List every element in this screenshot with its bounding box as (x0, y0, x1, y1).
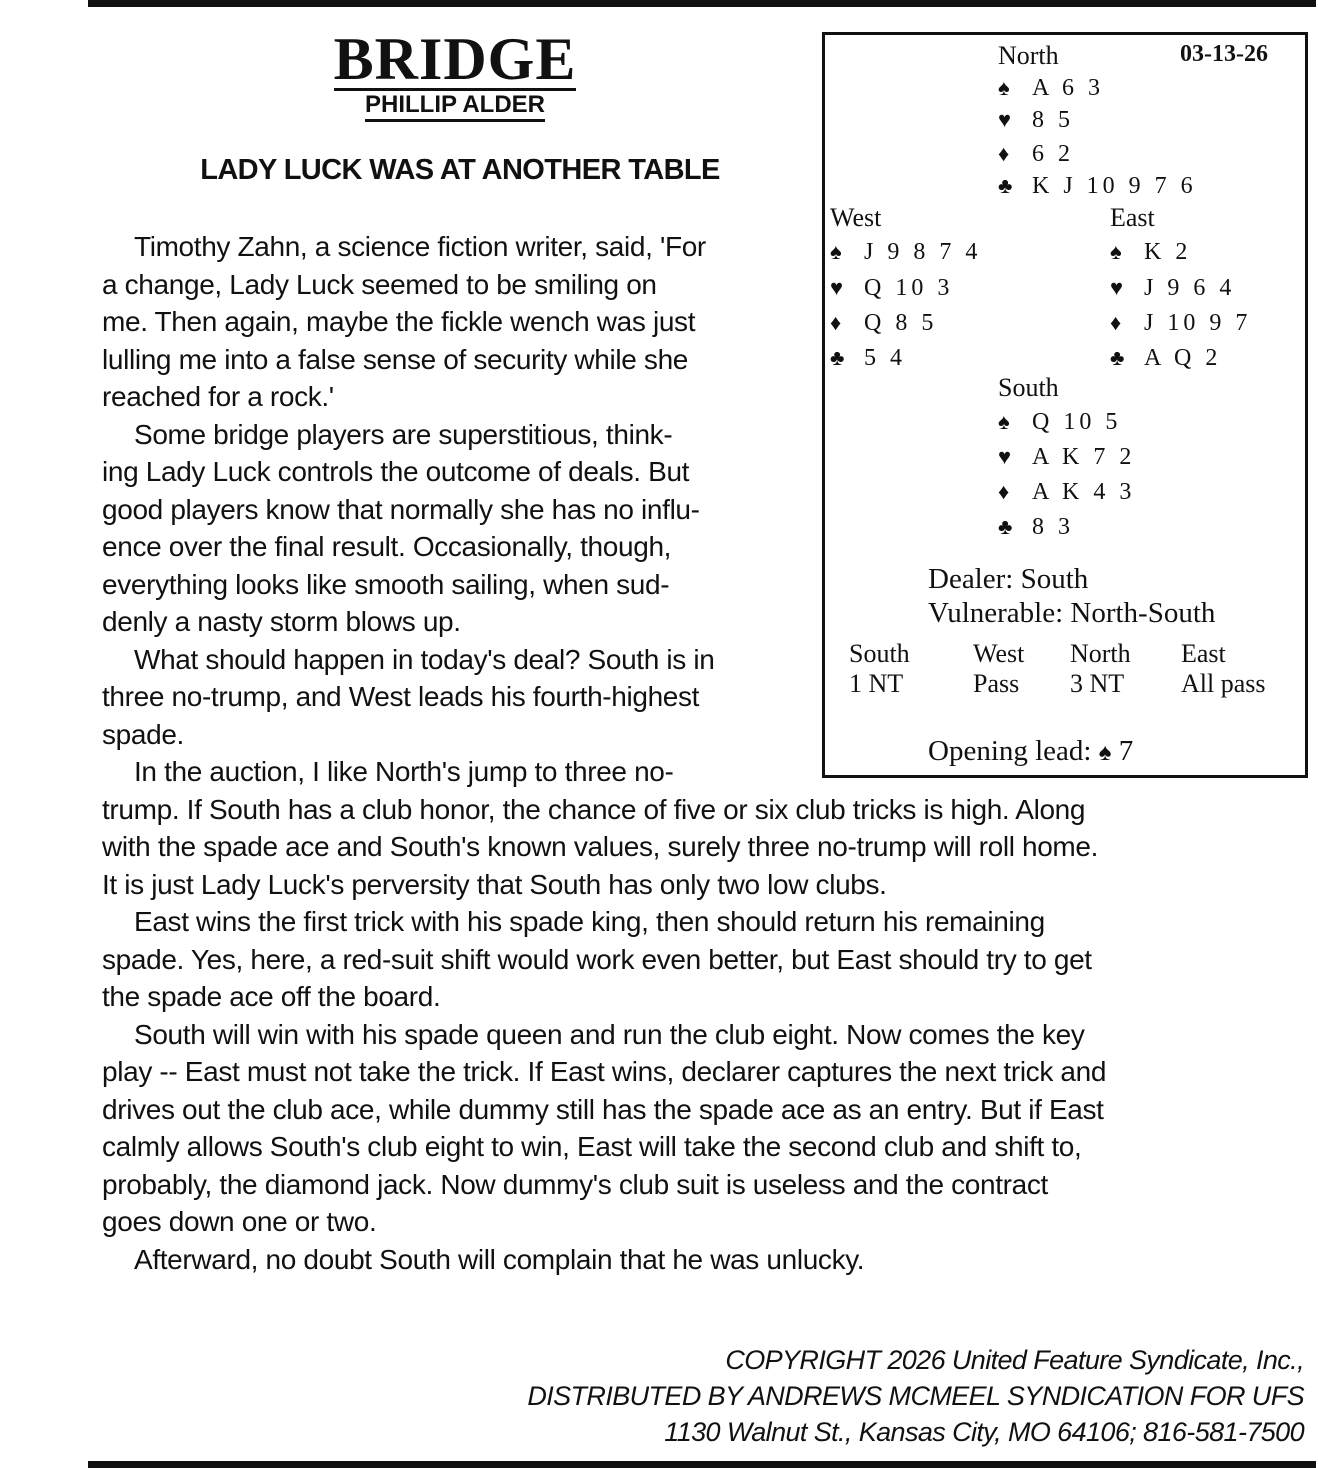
article-line: lulling me into a false sense of security while she (102, 343, 689, 375)
copyright-line: 1130 Walnut St., Kansas City, MO 64106; 816-581-7500 (664, 1417, 1304, 1447)
spade-icon: ♠ (998, 409, 1010, 434)
heart-icon: ♥ (998, 444, 1012, 469)
west-clubs: ♣ 5 4 (830, 345, 906, 371)
article-line: the spade ace off the board. (102, 981, 441, 1012)
article-line: trump. If South has a club honor, the chance of five or six club tricks is high. Along (102, 793, 1086, 825)
spade-icon: ♠ (830, 239, 842, 264)
article-headline: LADY LUCK WAS AT ANOTHER TABLE (200, 154, 720, 186)
article-line: What should happen in today's deal? South is in (134, 643, 715, 675)
spade-icon: ♠ (1098, 740, 1112, 766)
south-clubs: ♣ 8 3 (998, 514, 1074, 540)
article-line: good players know that normally she has no influ- (102, 493, 700, 525)
north-clubs: ♣ K J 10 9 7 6 (998, 173, 1197, 199)
north-spades: ♠ A 6 3 (998, 75, 1105, 101)
west-hearts: ♥ Q 10 3 (830, 275, 954, 301)
article-line: It is just Lady Luck's perversity that South has only two low clubs. (102, 868, 887, 900)
masthead (300, 26, 610, 122)
article-line: reached for a rock.' (102, 381, 334, 412)
article-line: denly a nasty storm blows up. (102, 606, 461, 637)
diamond-icon: ♦ (998, 141, 1010, 166)
copyright-line: DISTRIBUTED BY ANDREWS MCMEEL SYNDICATION FOR UFS (527, 1381, 1304, 1411)
article-line: In the auction, I like North's jump to three no- (134, 756, 674, 787)
spade-icon: ♠ (1110, 239, 1122, 264)
article-line: spade. (102, 718, 184, 750)
article-line: East wins the first trick with his spade king, then should return his remaining (134, 906, 1045, 937)
article-line: Some bridge players are superstitious, think- (134, 418, 673, 450)
auction-north: North 3 NT (1070, 639, 1131, 698)
dealer-line: Dealer: South (928, 563, 1089, 595)
article-line: probably, the diamond jack. Now dummy's club suit is useless and the contract (102, 1168, 1048, 1200)
heart-icon: ♥ (830, 275, 844, 300)
west-label: West (830, 203, 882, 232)
top-rule (88, 0, 1316, 7)
south-label: South (998, 373, 1059, 402)
article-line: Afterward, no doubt South will complain that he was unlucky. (134, 1243, 865, 1275)
opening-lead: Opening lead: ♠ 7 (928, 735, 1134, 767)
article-line: ence over the final result. Occasionally, though, (102, 531, 672, 562)
article-line: everything looks like smooth sailing, when sud- (102, 568, 670, 600)
copyright-line: COPYRIGHT 2026 United Feature Syndicate, Inc., (725, 1345, 1304, 1375)
vulnerable-line: Vulnerable: North-South (928, 597, 1216, 629)
article-line: play -- East must not take the trick. If East wins, declarer captures the next trick and (102, 1056, 1107, 1087)
article-line: goes down one or two. (102, 1206, 377, 1237)
north-diamonds: ♦ 6 2 (998, 141, 1074, 167)
west-diamonds: ♦ Q 8 5 (830, 310, 938, 336)
south-diamonds: ♦ A K 4 3 (998, 479, 1136, 505)
spade-icon: ♠ (998, 75, 1010, 100)
diamond-icon: ♦ (1110, 310, 1122, 335)
east-clubs: ♣ A Q 2 (1110, 345, 1222, 371)
diamond-icon: ♦ (830, 310, 842, 335)
article-line: with the spade ace and South's known values, surely three no-trump will roll home. (102, 831, 1099, 862)
copyright-notice (527, 1342, 1304, 1450)
east-hearts: ♥ J 9 6 4 (1110, 275, 1236, 301)
column-author: PHILLIP ALDER (365, 91, 545, 122)
bottom-rule (88, 1461, 1316, 1468)
column-title: BRIDGE (333, 26, 577, 92)
east-label: East (1110, 203, 1155, 232)
article-line: Timothy Zahn, a science fiction writer, said, 'For (134, 231, 706, 262)
article-line: drives out the club ace, while dummy still has the spade ace as an entry. But if East (102, 1093, 1104, 1125)
article-line: me. Then again, maybe the fickle wench was just (102, 306, 696, 337)
east-spades: ♠ K 2 (1110, 239, 1192, 265)
club-icon: ♣ (830, 345, 845, 370)
article-line: calmly allows South's club eight to win, East will take the second club and shift to, (102, 1131, 1082, 1162)
north-label: North (998, 41, 1059, 70)
south-hearts: ♥ A K 7 2 (998, 444, 1136, 470)
west-spades: ♠ J 9 8 7 4 (830, 239, 982, 265)
heart-icon: ♥ (1110, 275, 1124, 300)
deal-date: 03-13-26 (1180, 41, 1268, 67)
diamond-icon: ♦ (998, 479, 1010, 504)
article-line: ing Lady Luck controls the outcome of deals. But (102, 456, 690, 487)
heart-icon: ♥ (998, 107, 1012, 132)
south-spades: ♠ Q 10 5 (998, 409, 1122, 435)
article-line: spade. Yes, here, a red-suit shift would work even better, but East should try to get (102, 943, 1092, 975)
auction-south: South 1 NT (849, 639, 910, 698)
deal-diagram (822, 32, 1308, 778)
club-icon: ♣ (1110, 345, 1125, 370)
article-line: three no-trump, and West leads his fourth-highest (102, 681, 700, 712)
auction-west: West Pass (973, 639, 1025, 698)
article-line: a change, Lady Luck seemed to be smiling on (102, 268, 657, 300)
east-diamonds: ♦ J 10 9 7 (1110, 310, 1252, 336)
club-icon: ♣ (998, 514, 1013, 539)
north-hearts: ♥ 8 5 (998, 107, 1074, 133)
article-line: South will win with his spade queen and run the club eight. Now comes the key (134, 1018, 1085, 1050)
club-icon: ♣ (998, 173, 1013, 198)
auction-east: East All pass (1181, 639, 1266, 698)
